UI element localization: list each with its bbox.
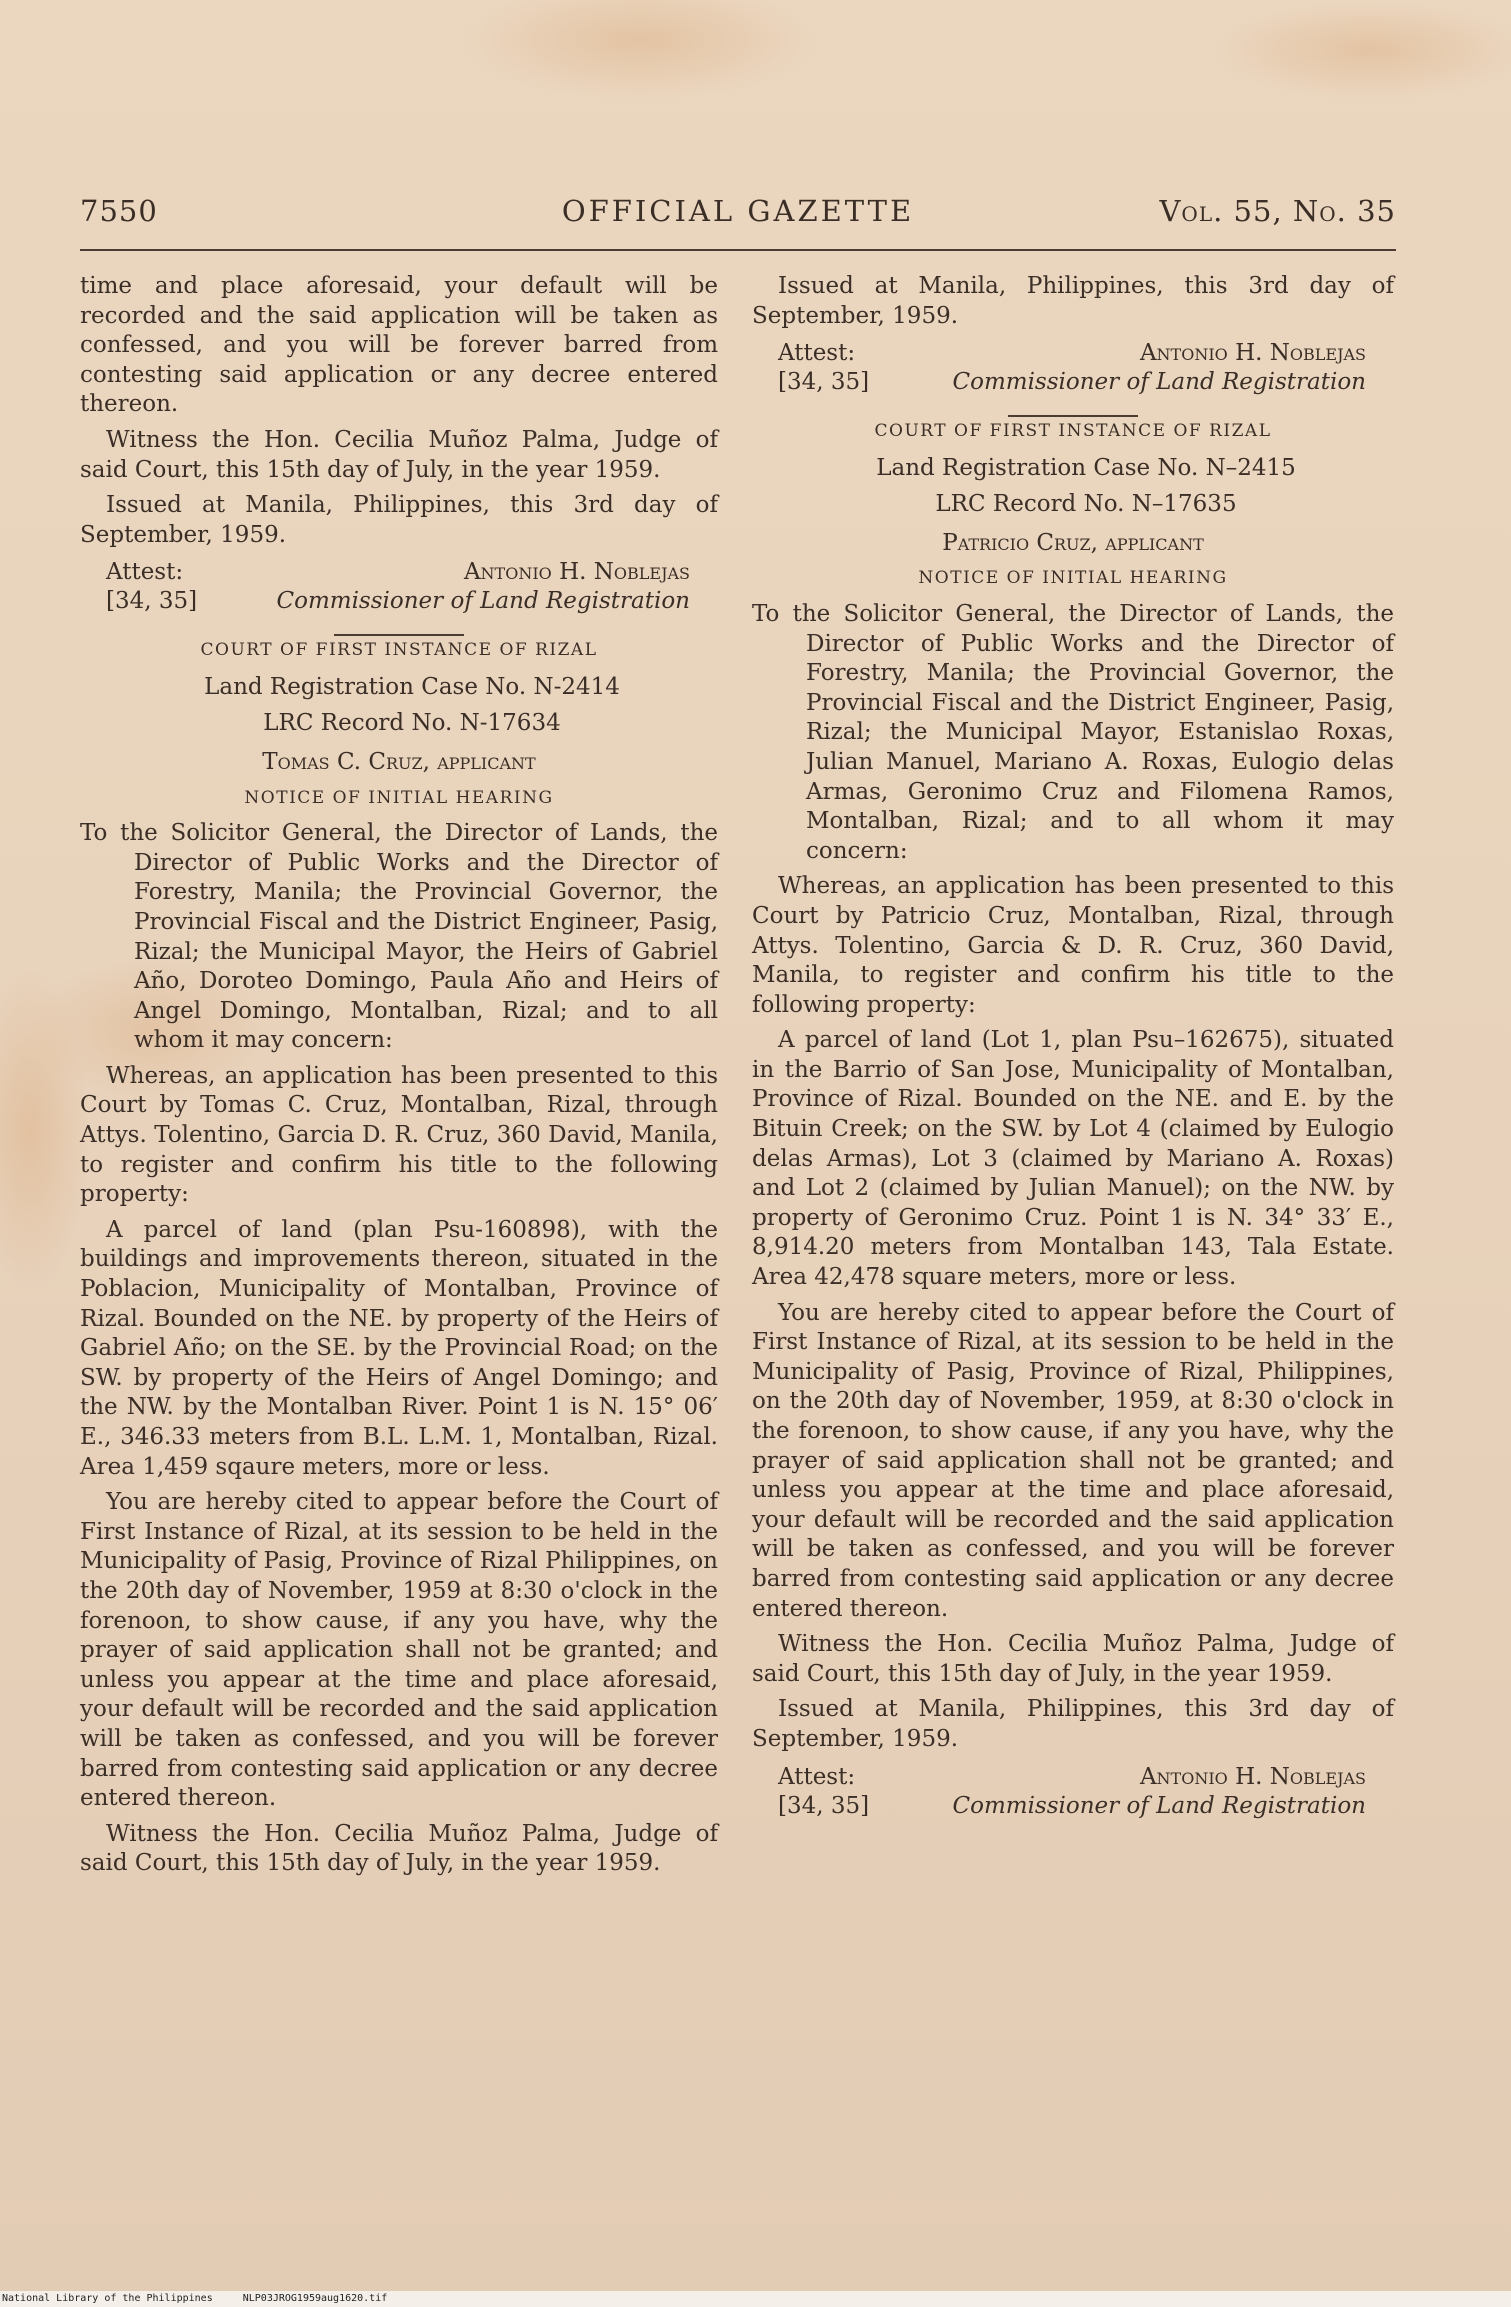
cited-paragraph: You are hereby cited to appear before the Court of First Instance of Rizal, at its session to be held in the Municipality of Pasig, Province of Rizal, Philippines, on the 20th day of November, 1959, at 8:30 o'clock in the forenoon, to show cause, if any you have, why the prayer of said application shall not be granted; and unless you appear at the time and place aforesaid, your default will be recorded and the said application will be taken as confessed, and you will be forever barred from contesting said application or any decree entered thereon. [752, 1299, 1394, 1622]
attest-ref: [34, 35] [106, 588, 198, 615]
cited-paragraph: You are hereby cited to appear before the Court of First Instance of Rizal, at its session to be held in the Municipality of Pasig, Province of Rizal Philippines, on the 20th day of November, 1959 at 8:30 o'clock in the forenoon, to show cause, if any you have, why the prayer of said application shall not be granted; and unless you appear at the time and place aforesaid, your default will be recorded and the said application will be taken as confessed, and you will be forever barred from contesting said application or any decree entered thereon. [80, 1489, 718, 1812]
lrc-record-number: LRC Record No. N-17634 [263, 709, 561, 736]
witness-paragraph: Witness the Hon. Cecilia Muñoz Palma, Judge of said Court, this 15th day of July, in the year 1959. [80, 426, 718, 483]
publication-title: OFFICIAL GAZETTE [561, 194, 915, 228]
applicant-line: Tomas C. Cruz, applicant [262, 748, 536, 775]
notice-heading: NOTICE OF INITIAL HEARING [244, 787, 554, 808]
attest-block-top [752, 339, 1394, 399]
library-credit: National Library of the Philippines [2, 2293, 213, 2304]
volume-number: Vol. 55, No. 35 [1159, 194, 1396, 228]
witness-paragraph: Witness the Hon. Cecilia Muñoz Palma, Judge of said Court, this 15th day of July, in the year 1959. [752, 1631, 1394, 1687]
attest-label: Attest: [778, 340, 856, 367]
lrc-record-number: LRC Record No. N–17635 [935, 490, 1237, 517]
case-number: Land Registration Case No. N-2414 [204, 673, 620, 700]
attest-block [752, 1763, 1394, 1823]
issued-paragraph-top: Issued at Manila, Philippines, this 3rd day of September, 1959. [752, 273, 1394, 329]
page-number: 7550 [80, 194, 158, 228]
issued-paragraph: Issued at Manila, Philippines, this 3rd day of September, 1959. [80, 492, 718, 548]
left-column [80, 272, 718, 1885]
attest-label: Attest: [106, 559, 184, 586]
addressees-paragraph: To the Solicitor General, the Director of Lands, the Director of Public Works and the Director of Forestry, Manila; the Provincial Governor, the Provincial Fiscal and the District Engineer, Pasig, Rizal; the Municipal Mayor, the Heirs of Gabriel Año, Doroteo Domingo, Paula Año and Heirs of Angel Domingo, Montalban, Rizal; and to all whom it may concern: [80, 820, 718, 1054]
whereas-paragraph: Whereas, an application has been presented to this Court by Patricio Cruz, Montalban, Rizal, through Attys. Tolentino, Garcia & D. R. Cruz, 360 David, Manila, to register and confirm his title to the following property: [752, 873, 1394, 1018]
header-rule [80, 249, 1396, 251]
scan-filename: NLP03JROG1959aug1620.tif [242, 2293, 388, 2304]
page-header [80, 194, 1396, 244]
continued-paragraph: time and place aforesaid, your default will be recorded and the said application will be taken as confessed, and you will be forever barred from contesting said application or any decree entered thereon. [80, 273, 718, 418]
court-heading: COURT OF FIRST INSTANCE OF RIZAL [874, 421, 1272, 442]
attest-role: Commissioner of Land Registration [952, 369, 1366, 396]
attest-ref: [34, 35] [778, 369, 870, 396]
attest-ref: [34, 35] [778, 1792, 870, 1819]
addressees-paragraph: To the Solicitor General, the Director of Lands, the Director of Public Works and the Director of Forestry, Manila; the Provincial Governor, the Provincial Fiscal and the District Engineer, Pasig, Rizal; the Municipal Mayor, Estanislao Roxas, Julian Manuel, Mariano A. Roxas, Eulogio delas Armas, Geronimo Cruz and Filomena Ramos, Montalban, Rizal; and to all whom it may concern: [752, 600, 1394, 864]
whereas-paragraph: Whereas, an application has been presented to this Court by Tomas C. Cruz, Montalban, Rizal, through Attys. Tolentino, Garcia D. R. Cruz, 360 David, Manila, to register and confirm his title to the following property: [80, 1062, 718, 1208]
attest-block [80, 558, 718, 618]
attest-role: Commissioner of Land Registration [276, 588, 690, 615]
attest-name: Antonio H. Noblejas [1139, 1763, 1366, 1790]
attest-label: Attest: [778, 1763, 856, 1790]
scan-footer [0, 2291, 1511, 2307]
issued-paragraph: Issued at Manila, Philippines, this 3rd day of September, 1959. [752, 1696, 1394, 1752]
witness-paragraph-2: Witness the Hon. Cecilia Muñoz Palma, Judge of said Court, this 15th day of July, in the year 1959. [80, 1820, 718, 1877]
court-heading: COURT OF FIRST INSTANCE OF RIZAL [200, 640, 598, 661]
parcel-description: A parcel of land (plan Psu-160898), with the buildings and improvements thereon, situated in the Poblacion, Municipality of Montalban, Province of Rizal. Bounded on the NE. by property of the Heirs of Gabriel Año; on the SE. by the Provincial Road; on the SW. by property of the Heirs of Angel Domingo; and the NW. by the Montalban River. Point 1 is N. 15° 06′ E., 346.33 meters from B.L. L.M. 1, Montalban, Rizal. Area 1,459 sqaure meters, more or less. [80, 1216, 718, 1480]
attest-name: Antonio H. Noblejas [463, 559, 690, 586]
parcel-description: A parcel of land (Lot 1, plan Psu–162675), situated in the Barrio of San Jose, Municipality of Montalban, Province of Rizal. Bounded on the NE. and E. by the Bituin Creek; on the SW. by Lot 4 (claimed by Eulogio delas Armas), Lot 3 (claimed by Mariano A. Roxas) and Lot 2 (claimed by Julian Manuel); on the NW. by property of Geronimo Cruz. Point 1 is N. 34° 33′ E., 8,914.20 meters from Montalban 143, Tala Estate. Area 42,478 square meters, more or less. [752, 1027, 1394, 1291]
case-number: Land Registration Case No. N–2415 [876, 454, 1296, 481]
attest-name: Antonio H. Noblejas [1139, 340, 1366, 367]
notice-heading: NOTICE OF INITIAL HEARING [918, 568, 1228, 589]
attest-role: Commissioner of Land Registration [952, 1792, 1366, 1819]
right-column [752, 272, 1394, 1823]
applicant-line: Patricio Cruz, applicant [942, 529, 1204, 556]
